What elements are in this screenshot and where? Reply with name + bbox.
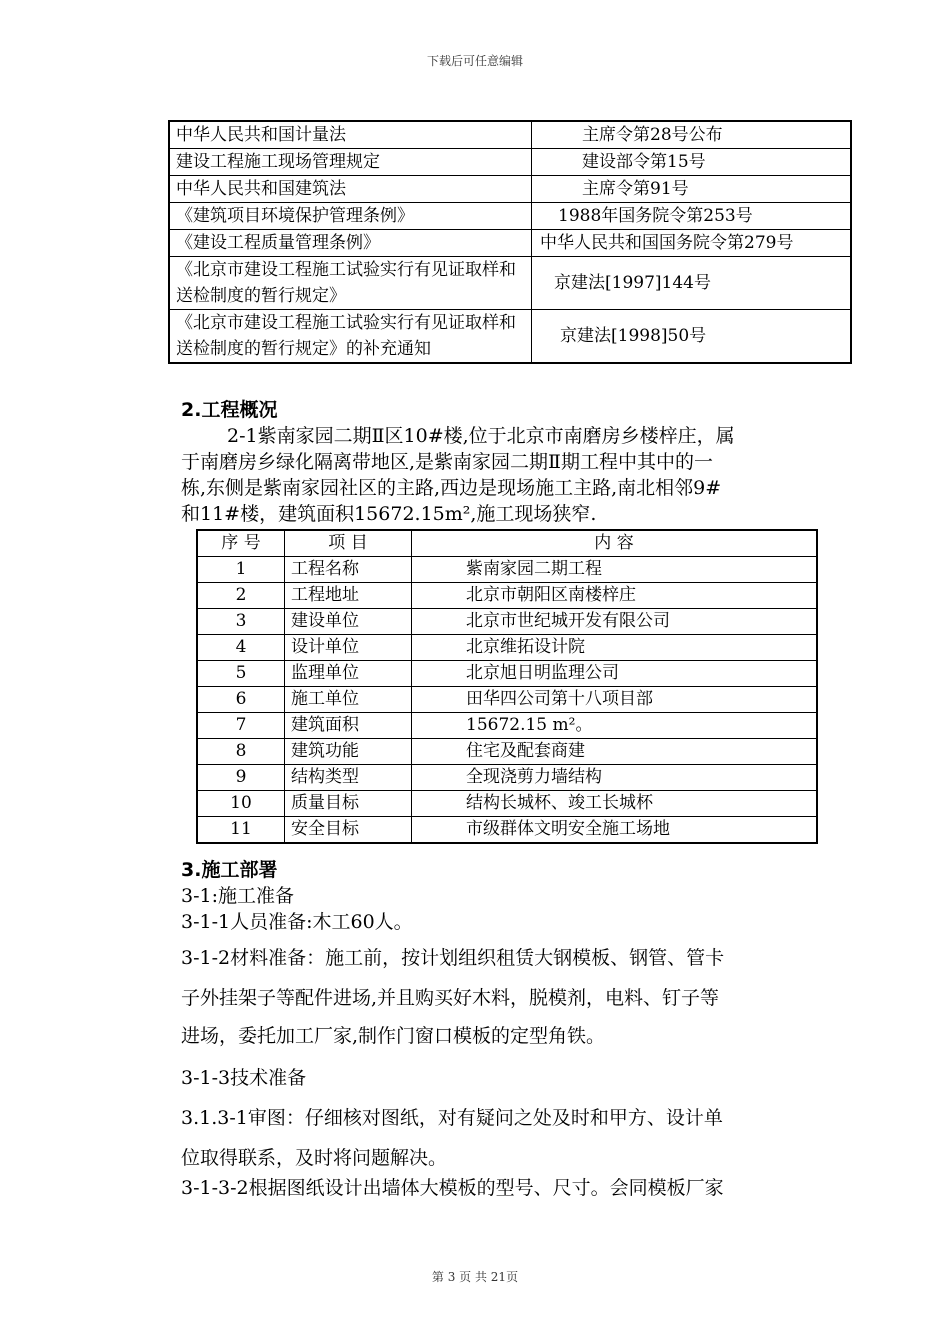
row-number: 11	[197, 817, 285, 844]
row-content: 15672.15 m²。	[412, 713, 818, 739]
paragraph-line: 3-1-1人员准备:木工60人。	[181, 911, 413, 933]
row-number: 9	[197, 765, 285, 791]
row-content: 北京市世纪城开发有限公司	[412, 609, 818, 635]
paragraph-line: 于南磨房乡绿化隔离带地区,是紫南家园二期Ⅱ期工程中其中的一	[181, 451, 713, 473]
paragraph-line: 3-1-2材料准备：施工前，按计划组织租赁大钢模板、钢管、管卡	[181, 947, 725, 969]
row-number: 1	[197, 557, 285, 583]
paragraph-line: 3-1-3-2根据图纸设计出墙体大模板的型号、尺寸。会同模板厂家	[181, 1177, 724, 1199]
row-item: 建筑功能	[285, 739, 412, 765]
table-row	[197, 687, 817, 713]
table-row	[197, 739, 817, 765]
row-item: 施工单位	[285, 687, 412, 713]
table-row	[197, 635, 817, 661]
law-name: 《北京市建设工程施工试验实行有见证取样和送检制度的暂行规定》的补充通知	[169, 310, 532, 364]
row-number: 4	[197, 635, 285, 661]
law-reference: 主席令第28号公布	[532, 121, 852, 149]
row-content: 紫南家园二期工程	[412, 557, 818, 583]
regulations-table	[168, 120, 852, 364]
table-row	[169, 257, 851, 310]
law-reference: 1988年国务院令第253号	[532, 203, 852, 230]
row-item: 监理单位	[285, 661, 412, 687]
column-header-item: 项 目	[285, 530, 412, 557]
page-header-note: 下载后可任意编辑	[426, 54, 523, 68]
table-row	[197, 713, 817, 739]
law-name: 《建筑项目环境保护管理条例》	[169, 203, 532, 230]
table-row	[169, 230, 851, 257]
section-2-paragraph	[181, 423, 841, 527]
table-row	[197, 609, 817, 635]
row-number: 2	[197, 583, 285, 609]
column-header-content: 内 容	[412, 530, 818, 557]
law-reference: 京建法[1998]50号	[532, 310, 852, 364]
section-2-heading: 2.工程概况	[181, 399, 278, 421]
column-header-number: 序 号	[197, 530, 285, 557]
paragraph-line: 子外挂架子等配件进场,并且购买好木料，脱模剂，电料、钉子等	[181, 987, 720, 1009]
paragraph-line: 进场，委托加工厂家,制作门窗口模板的定型角铁。	[181, 1025, 606, 1047]
row-item: 建筑面积	[285, 713, 412, 739]
row-content: 北京旭日明监理公司	[412, 661, 818, 687]
row-content: 结构长城杯、竣工长城杯	[412, 791, 818, 817]
table-row	[197, 583, 817, 609]
row-number: 10	[197, 791, 285, 817]
row-content: 住宅及配套商建	[412, 739, 818, 765]
table-row	[197, 817, 817, 844]
row-item: 工程名称	[285, 557, 412, 583]
law-reference: 中华人民共和国国务院令第279号	[532, 230, 852, 257]
law-reference: 主席令第91号	[532, 176, 852, 203]
row-item: 安全目标	[285, 817, 412, 844]
row-item: 结构类型	[285, 765, 412, 791]
paragraph-line: 2-1紫南家园二期Ⅱ区10#楼,位于北京市南磨房乡楼梓庄，属	[227, 425, 735, 447]
row-item: 工程地址	[285, 583, 412, 609]
row-number: 3	[197, 609, 285, 635]
row-item: 设计单位	[285, 635, 412, 661]
table-row	[197, 765, 817, 791]
law-name: 中华人民共和国计量法	[169, 121, 532, 149]
row-content: 北京维拓设计院	[412, 635, 818, 661]
table-row	[197, 791, 817, 817]
section-3-heading: 3.施工部署	[181, 859, 278, 881]
table-row	[197, 661, 817, 687]
table-row	[169, 149, 851, 176]
table-row	[169, 121, 851, 149]
row-item: 建设单位	[285, 609, 412, 635]
row-content: 全现浇剪力墙结构	[412, 765, 818, 791]
paragraph-line: 栋,东侧是紫南家园社区的主路,西边是现场施工主路,南北相邻9#	[181, 477, 722, 499]
law-name: 中华人民共和国建筑法	[169, 176, 532, 203]
table-row	[197, 557, 817, 583]
row-content: 田华四公司第十八项目部	[412, 687, 818, 713]
table-row	[169, 310, 851, 364]
row-number: 7	[197, 713, 285, 739]
table-row	[169, 176, 851, 203]
law-name: 《北京市建设工程施工试验实行有见证取样和送检制度的暂行规定》	[169, 257, 532, 310]
law-reference: 京建法[1997]144号	[532, 257, 852, 310]
row-item: 质量目标	[285, 791, 412, 817]
page-footer-note: 第 3 页 共 21页	[431, 1270, 519, 1284]
paragraph-line: 3-1-3技术准备	[181, 1067, 307, 1089]
row-content: 市级群体文明安全施工场地	[412, 817, 818, 844]
paragraph-line: 位取得联系，及时将问题解决。	[181, 1147, 448, 1169]
paragraph-line: 3-1:施工准备	[181, 885, 294, 907]
law-name: 建设工程施工现场管理规定	[169, 149, 532, 176]
table-header-row	[197, 530, 817, 557]
law-reference: 建设部令第15号	[532, 149, 852, 176]
row-number: 6	[197, 687, 285, 713]
table-row	[169, 203, 851, 230]
row-number: 5	[197, 661, 285, 687]
project-overview-table	[196, 529, 818, 844]
law-name: 《建设工程质量管理条例》	[169, 230, 532, 257]
paragraph-line: 和11#楼，建筑面积15672.15m²,施工现场狭窄.	[181, 503, 597, 525]
paragraph-line: 3.1.3-1审图：仔细核对图纸，对有疑问之处及时和甲方、设计单	[181, 1107, 723, 1129]
row-number: 8	[197, 739, 285, 765]
row-content: 北京市朝阳区南楼梓庄	[412, 583, 818, 609]
